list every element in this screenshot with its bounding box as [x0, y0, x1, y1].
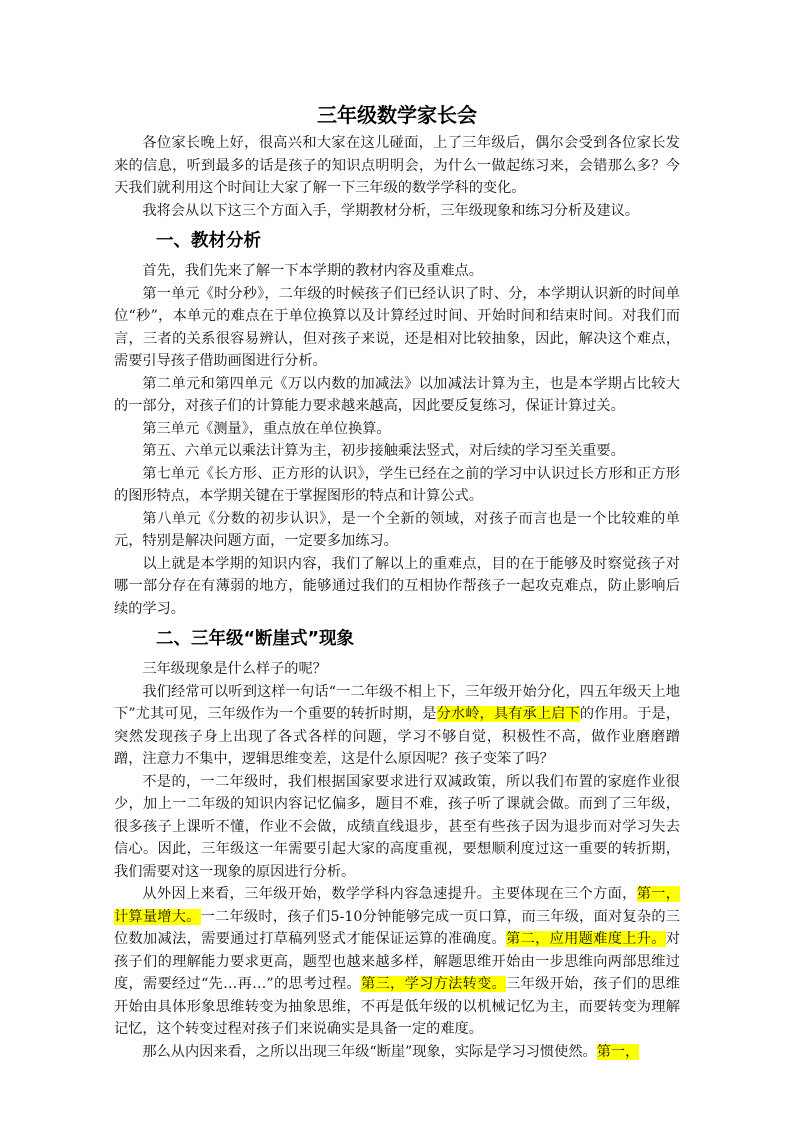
document-body [114, 100, 680, 1063]
text-run: 从外因上来看，三年级开始，数学学科内容急速提升。主要体现在三个方面， [142, 886, 637, 902]
paragraph: 第一单元《时分秒》，二年级的时候孩子们已经认识了时、分，本学期认识新的时间单位“秒”，本单元的难点在于单位换算以及计算经过时间、开始时间和结束时间。对我们而言，三者的关系很容易辨认，但对孩子来说，还是相对比较抽象，因此，解决这个难点，需要引导孩子借助画图进行分析。 [114, 285, 680, 369]
intro-paragraph: 各位家长晚上好，很高兴和大家在这儿碰面，上了三年级后，偶尔会受到各位家长发来的信息，听到最多的话是孩子的知识点明明会，为什么一做起练习来，会错那么多？今天我们就利用这个时间让大家了解一下三年级的数学学科的变化。 [114, 135, 680, 196]
text-run: 的作用。于是，突然发现孩子身上出现了各式各样的问题，学习不够自觉，积极性不高，做作业磨磨蹭蹭，注意力不集中，逻辑思维变差，这是什么原因呢？孩子变笨了吗？ [114, 706, 680, 767]
paragraph: 首先，我们先来了解一下本学期的教材内容及重难点。 [142, 263, 483, 279]
document-title: 三年级数学家长会 [317, 103, 477, 127]
text-run: 对孩子们的理解能力要求更高，题型也越来越多样，解题思维开始由一步思维向两部思维过度，需要经过“先…再…”的思考过程。 [114, 931, 680, 992]
highlighted-text: 第三，学习方法转变。 [361, 976, 507, 992]
text-run: 那么从内因来看，之所以出现三年级“断崖”现象，实际是学习习惯使然。 [142, 1043, 597, 1060]
highlighted-text: 第二，应用题难度上升。 [506, 931, 666, 947]
section-heading: 一、教材分析 [156, 231, 261, 251]
paragraph: 第七单元《长方形、正方形的认识》，学生已经在之前的学习中认识过长方形和正方形的图形特点，本学期关键在于掌握图形的特点和计算公式。 [114, 465, 680, 504]
paragraph: 第三单元《测量》，重点放在单位换算。 [142, 420, 391, 437]
intro-paragraph: 我将会从以下这三个方面入手，学期教材分析，三年级现象和练习分析及建议。 [142, 202, 639, 219]
paragraph: 第八单元《分数的初步认识》，是一个全新的领域，对孩子而言也是一个比较难的单元，特别是解决问题方面，一定要多加练习。 [114, 510, 680, 549]
highlighted-text: 分水岭，具有承上启下 [436, 706, 580, 722]
text-run: 三年级开始，孩子们的思维开始由具体形象思维转变为抽象思维，不再是低年级的以机械记忆为主，而要转变为理解记忆，这个转变过程对孩子们来说确实是具备一定的难度。 [114, 976, 680, 1037]
section-heading: 二、三年级“断崖式”现象 [156, 629, 355, 649]
paragraph [114, 1041, 680, 1064]
paragraph: 以上就是本学期的知识内容，我们了解以上的重难点，目的在于能够及时察觉孩子对哪一部分存在有薄弱的地方，能够通过我们的互相协作帮孩子一起攻克难点，防止影响后续的学习。 [114, 555, 680, 617]
highlighted-text: 第一，计算量增大。 [114, 886, 680, 925]
highlighted-text: 第一， [596, 1043, 640, 1060]
paragraph [114, 883, 680, 1041]
text-run: 我们经常可以听到这样一句话“一二年级不相上下，三年级开始分化，四五年级天上地下”尤其可见，三年级作为一个重要的转折时期，是 [114, 683, 680, 722]
text-run: 一二年级时，孩子们5-10分钟能够完成一页口算，而三年级，面对复杂的三位数加减法，需要通过打草稿列竖式才能保证运算的准确度。 [114, 908, 680, 947]
paragraph: 第二单元和第四单元《万以内数的加减法》以加减法计算为主，也是本学期占比较大的一部分，对孩子们的计算能力要求越来越高，因此要反复练习，保证计算过关。 [114, 375, 680, 414]
paragraph [114, 681, 680, 771]
paragraph: 三年级现象是什么样子的呢？ [142, 661, 327, 677]
paragraph: 第五、六单元以乘法计算为主，初步接触乘法竖式，对后续的学习至关重要。 [142, 443, 625, 459]
paragraph: 不是的，一二年级时，我们根据国家要求进行双减政策，所以我们布置的家庭作业很少，加上一二年级的知识内容记忆偏多，题目不难，孩子听了课就会做。而到了三年级，很多孩子上课听不懂，作业不会做，成绩直线退步，甚至有些孩子因为退步而对学习失去信心。因此，三年级这一年需要引起大家的高度重视，要想顺利度过这一重要的转折期，我们需要对这一现象的原因进行分析。 [114, 773, 680, 880]
